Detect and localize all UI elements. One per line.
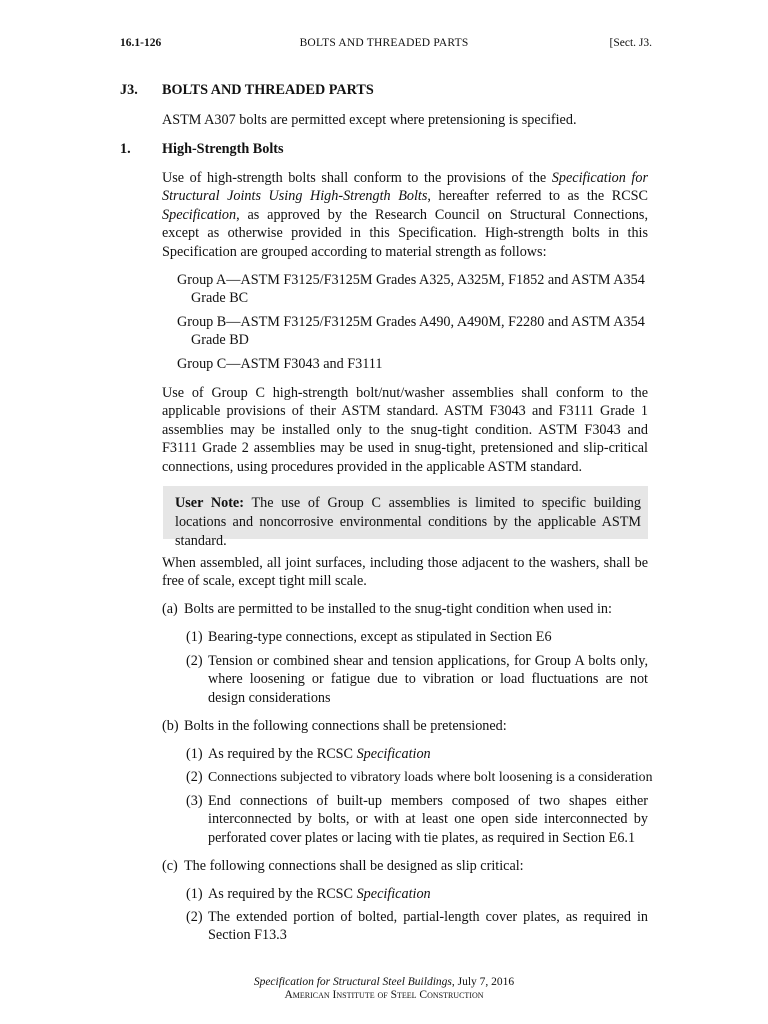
list-item-text: The following connections shall be designed as slip critical:	[184, 858, 524, 874]
list-item-text: Bearing-type connections, except as stipulated in Section E6	[208, 629, 552, 645]
section-title: BOLTS AND THREADED PARTS	[162, 82, 374, 98]
group-a: Group A—ASTM F3125/F3125M Grades A325, A325M, F1852 and ASTM A354 Grade BC	[177, 272, 645, 307]
list-item-text: Connections subjected to vibratory loads where bolt loosening is a consideration	[208, 769, 653, 784]
list-item-label: (1)	[186, 746, 203, 762]
list-item-text-plain: As required by the RCSC	[208, 746, 357, 762]
list-item-text	[208, 885, 648, 903]
para1-italic-spec: Specification	[162, 206, 237, 223]
section-reference: [Sect. J3.	[609, 37, 652, 49]
group-b: Group B—ASTM F3125/F3125M Grades A490, A490M, F2280 and ASTM A354 Grade BD	[177, 314, 645, 349]
footer-publication-title: Specification for Structural Steel Buildings	[253, 976, 452, 988]
list-item-label: (3)	[186, 793, 203, 809]
list-item-text	[208, 745, 648, 763]
list-item-text-plain: As required by the RCSC	[208, 886, 357, 902]
section-intro: ASTM A307 bolts are permitted except where pretensioning is specified.	[162, 112, 577, 128]
paragraph-group-c: Use of Group C high-strength bolt/nut/washer assemblies shall conform to the applicable provisions of their ASTM standard. ASTM F3043 and F3111 Grade 1 assemblies may be installed only to the snug-tight condition. ASTM F3043 and F3111 Grade 2 assemblies may be used in snug-tight, pretensioned and slip-critical connections, using procedures provided in the applicable ASTM standard.	[162, 385, 648, 475]
list-item-label: (1)	[186, 629, 203, 645]
list-item-label: (2)	[186, 909, 203, 925]
footer-publication-date: , July 7, 2016	[451, 976, 515, 988]
group-c: Group C—ASTM F3043 and F3111	[177, 356, 383, 372]
footer-publisher: American Institute of Steel Construction	[284, 989, 484, 1001]
list-item-text-italic: Specification	[356, 886, 431, 902]
list-item-label: (2)	[186, 769, 203, 785]
subsection-number: 1.	[120, 141, 131, 157]
user-note-body: The use of Group C assemblies is limited to specific building locations and noncorrosive environmental conditions by the applicable ASTM standard.	[175, 495, 641, 549]
para1-text-1: Use of high-strength bolts shall conform to the provisions of the	[162, 170, 552, 186]
list-item-text: The extended portion of bolted, partial-length cover plates, as required in Section F13.3	[208, 909, 648, 944]
list-item-text: Bolts are permitted to be installed to the snug-tight condition when used in:	[184, 601, 612, 617]
para1-text-2: , hereafter referred to as the RCSC	[427, 188, 649, 205]
list-item-label: (c)	[162, 858, 178, 874]
section-number: J3.	[120, 82, 138, 98]
running-title: BOLTS AND THREADED PARTS	[299, 37, 469, 49]
user-note-text	[175, 494, 641, 551]
list-item-label: (1)	[186, 886, 203, 902]
subsection-title: High-Strength Bolts	[162, 141, 284, 157]
paragraph-rcsc	[162, 169, 648, 261]
list-item-label: (b)	[162, 718, 179, 734]
para1-text-3: , as approved by the Research Council on Structural Connections, except as otherwise provided in this Specification. High-strength bolts in this Specification are grouped according to material strength as follows:	[162, 206, 648, 260]
page-number: 16.1-126	[120, 37, 162, 49]
footer-publication	[0, 975, 768, 989]
para1-italic-spec-title: Specification for Structural Joints Using High-Strength Bolts	[162, 170, 648, 205]
paragraph-joint-surfaces: When assembled, all joint surfaces, including those adjacent to the washers, shall be free of scale, except tight mill scale.	[162, 555, 648, 590]
user-note-label: User Note:	[175, 495, 244, 511]
user-note-box	[163, 486, 648, 549]
list-item-text-italic: Specification	[356, 746, 431, 762]
list-item-text: End connections of built-up members composed of two shapes either interconnected by bolts, or with at least one open side interconnected by perforated cover plates or lacing with tie plates, as required in Section E6.1	[208, 793, 648, 846]
list-item-label: (a)	[162, 601, 178, 617]
list-item-label: (2)	[186, 653, 203, 669]
list-item-text: Tension or combined shear and tension applications, for Group A bolts only, where loosening or fatigue due to vibration or load fluctuations are not design considerations	[208, 653, 648, 706]
list-item-text: Bolts in the following connections shall be pretensioned:	[184, 718, 507, 734]
